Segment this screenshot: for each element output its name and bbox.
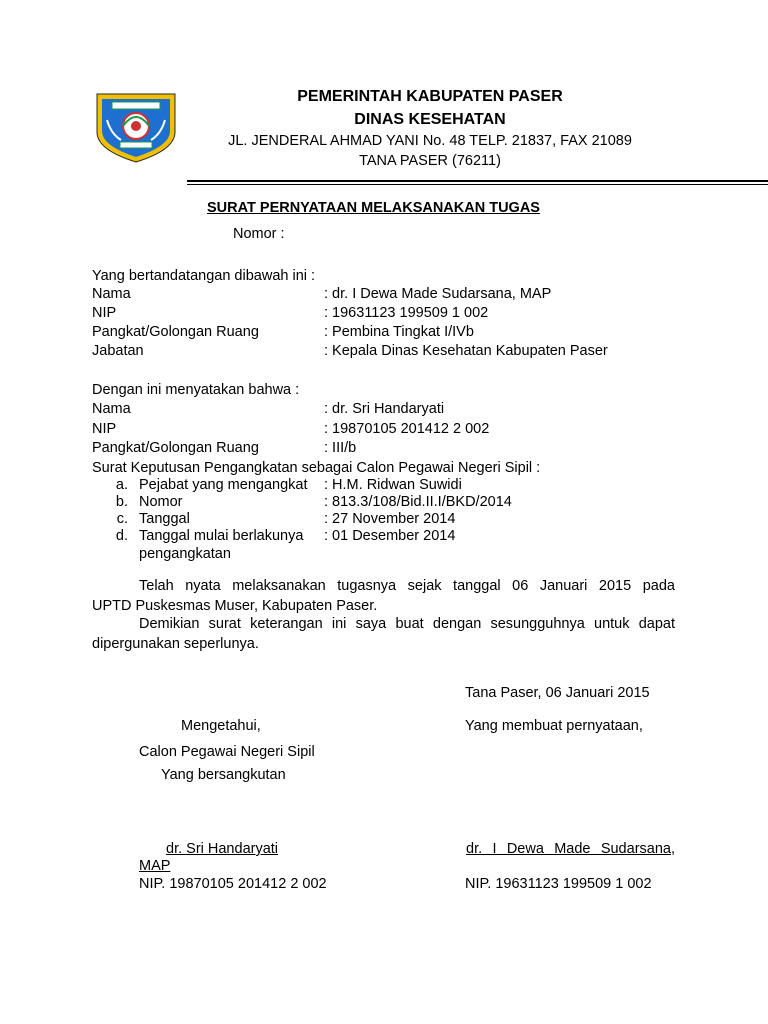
field-label: Pangkat/Golongan Ruang xyxy=(92,324,259,340)
field-value: : Kepala Dinas Kesehatan Kabupaten Paser xyxy=(324,343,608,359)
sk-intro: Surat Keputusan Pengangkatan sebagai Calon Pegawai Negeri Sipil : xyxy=(92,460,541,476)
field-value: : Pembina Tingkat I/IVb xyxy=(324,324,474,340)
field-value: : dr. Sri Handaryati xyxy=(324,401,445,417)
agency-city: TANA PASER (76211) xyxy=(359,153,501,169)
section1-intro: Yang bertandatangan dibawah ini : xyxy=(92,268,316,284)
field-value: : 19631123 199509 1 002 xyxy=(324,305,489,321)
field-value: : 813.3/108/Bid.II.I/BKD/2014 xyxy=(324,494,512,510)
left-signer-heading: Mengetahui, xyxy=(181,718,261,734)
field-label: Nomor xyxy=(139,494,183,510)
list-marker: c. xyxy=(116,511,128,527)
section2-row-nip xyxy=(92,421,692,439)
sk-item-pejabat xyxy=(92,477,692,495)
paragraph1-line1: Telah nyata melaksanakan tugasnya sejak tanggal 06 Januari 2015 pada xyxy=(139,578,675,594)
header-rule-thin xyxy=(187,184,768,185)
right-signer-name-continued: MAP xyxy=(139,858,171,874)
field-value: : 19870105 201412 2 002 xyxy=(324,421,490,437)
field-value: : III/b xyxy=(324,440,357,456)
right-signer-nip: NIP. 19631123 199509 1 002 xyxy=(465,876,652,892)
paragraph2-line1: Demikian surat keterangan ini saya buat dengan sesungguhnya untuk dapat xyxy=(139,616,675,632)
right-signer-name: dr. I Dewa Made Sudarsana, xyxy=(466,841,675,857)
field-value: : H.M. Ridwan Suwidi xyxy=(324,477,462,493)
field-value: : dr. I Dewa Made Sudarsana, MAP xyxy=(324,286,552,302)
left-signer-nip: NIP. 19870105 201412 2 002 xyxy=(139,876,327,892)
field-label: Nama xyxy=(92,401,131,417)
field-label-continued: pengangkatan xyxy=(139,546,231,562)
left-signer-role: Calon Pegawai Negeri Sipil xyxy=(139,744,315,760)
section1-row-nama xyxy=(92,286,692,304)
field-label: Jabatan xyxy=(92,343,144,359)
field-label: Tanggal mulai berlakunya xyxy=(139,528,304,544)
paragraph2-line2: dipergunakan seperlunya. xyxy=(92,636,259,652)
field-label: NIP xyxy=(92,421,117,437)
sk-item-tanggal-mulai xyxy=(92,528,692,546)
field-label: Tanggal xyxy=(139,511,190,527)
list-marker: b. xyxy=(115,494,128,510)
section1-row-nip xyxy=(92,305,692,323)
left-signer-role-2: Yang bersangkutan xyxy=(161,767,286,783)
sk-item-tanggal xyxy=(92,511,692,529)
paragraph1-line2: UPTD Puskesmas Muser, Kabupaten Paser. xyxy=(92,598,378,614)
field-label: NIP xyxy=(92,305,117,321)
regency-coat-of-arms-icon xyxy=(95,88,177,164)
field-label: Pangkat/Golongan Ruang xyxy=(92,440,259,456)
section1-row-jabatan xyxy=(92,343,692,361)
document-title: SURAT PERNYATAAN MELAKSANAKAN TUGAS xyxy=(207,200,540,216)
list-marker: d. xyxy=(115,528,128,544)
field-label: Pejabat yang mengangkat xyxy=(139,477,308,493)
department-name: DINAS KESEHATAN xyxy=(354,111,506,128)
list-marker: a. xyxy=(115,477,128,493)
field-value: : 27 November 2014 xyxy=(324,511,456,527)
left-signer-name: dr. Sri Handaryati xyxy=(166,841,279,857)
document-number: Nomor : xyxy=(233,226,285,242)
sk-item-nomor xyxy=(92,494,692,512)
header-rule-thick xyxy=(187,180,768,182)
section2-row-pangkat xyxy=(92,440,692,458)
section1-row-pangkat xyxy=(92,324,692,342)
section2-row-nama xyxy=(92,401,692,419)
field-value: : 01 Desember 2014 xyxy=(324,528,456,544)
agency-address: JL. JENDERAL AHMAD YANI No. 48 TELP. 21837, FAX 21089 xyxy=(228,133,632,149)
agency-name: PEMERINTAH KABUPATEN PASER xyxy=(297,88,563,105)
place-date: Tana Paser, 06 Januari 2015 xyxy=(465,685,650,701)
field-label: Nama xyxy=(92,286,131,302)
right-signer-heading: Yang membuat pernyataan, xyxy=(465,718,643,734)
section2-intro: Dengan ini menyatakan bahwa : xyxy=(92,382,300,398)
